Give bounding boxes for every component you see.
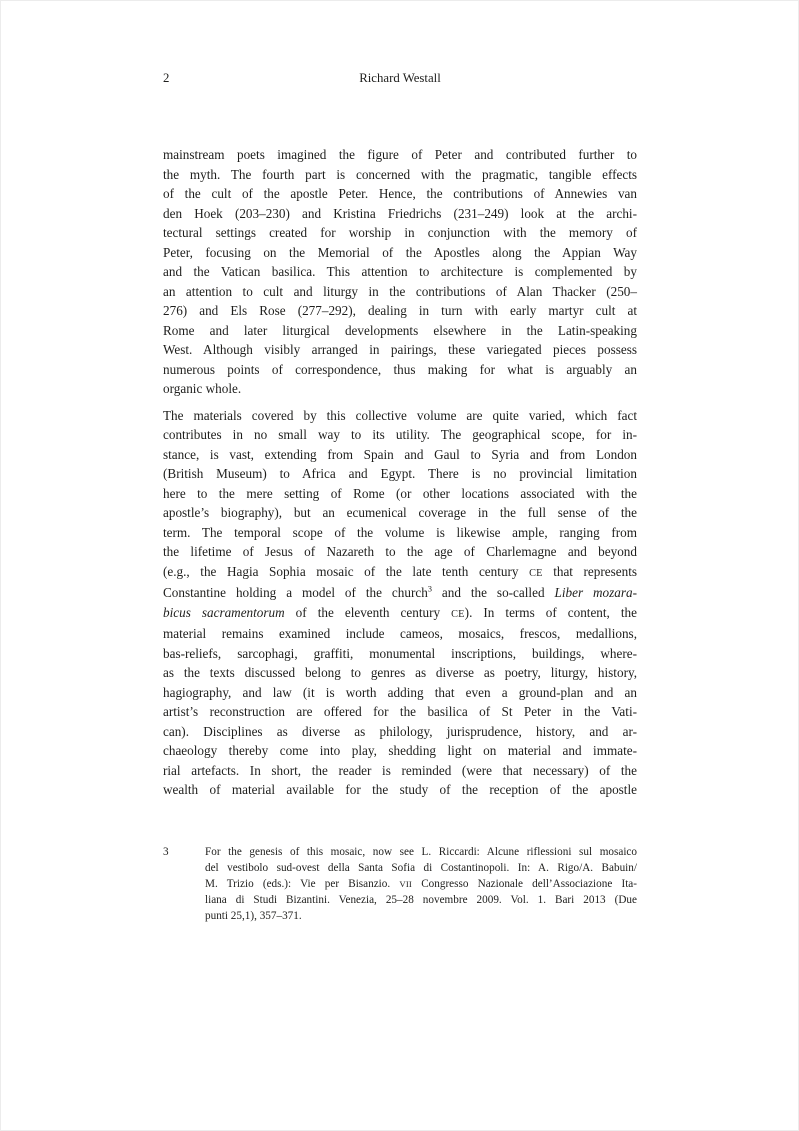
footnote-reference: 3 <box>427 584 432 594</box>
text-line <box>163 145 637 165</box>
text-segment: of the cult of the apostle Peter. Hence, the contributions of Annewies van <box>163 186 637 201</box>
text-segment: liana di Studi Bizantini. Venezia, 25–28 novembre 2009. Vol. 1. Bari 2013 (Due <box>205 894 637 907</box>
text-line <box>163 321 637 341</box>
text-segment: M. Trizio (eds.): Vie per Bisanzio. <box>205 877 400 890</box>
text-segment: and the so-called <box>431 585 555 600</box>
text-segment: wealth of material available for the study of the reception of the apostle <box>163 782 637 797</box>
text-segment: ). In terms of content, the <box>464 604 637 620</box>
text-segment: apostle’s biography), but an ecumenical coverage in the full sense of the <box>163 505 637 520</box>
text-line <box>163 406 637 426</box>
text-line <box>163 663 637 683</box>
text-line <box>163 562 637 584</box>
text-line <box>163 379 637 399</box>
text-segment: VII <box>399 878 413 889</box>
text-line <box>163 165 637 185</box>
text-line <box>163 445 637 465</box>
text-segment: punti 25,1), 357–371. <box>205 910 302 923</box>
text-segment: (e.g., the Hagia Sophia mosaic of the late tenth century <box>163 563 530 579</box>
text-segment: organic whole. <box>163 381 242 396</box>
text-segment: an attention to cult and liturgy in the contributions of Alan Thacker (250– <box>163 283 637 299</box>
text-segment: artist’s reconstruction are offered for the basilica of St Peter in the Vati- <box>163 704 637 719</box>
text-segment: hagiography, and law (it is worth adding that even a ground-plan and an <box>163 684 637 700</box>
text-line <box>163 523 637 543</box>
text-segment: bas-reliefs, sarcophagi, graffiti, monumental inscriptions, buildings, where- <box>163 645 637 661</box>
text-line <box>205 908 637 924</box>
text-line <box>163 223 637 243</box>
text-segment: 276) and Els Rose (277–292), dealing in turn with early martyr cult at <box>163 303 637 318</box>
text-segment: and the Vatican basilica. This attention to architecture is complemented by <box>163 264 637 279</box>
text-segment: rial artefacts. In short, the reader is reminded (were that necessary) of the <box>163 762 637 778</box>
text-line <box>163 722 637 742</box>
page-number: 2 <box>163 71 170 85</box>
text-segment: The materials covered by this collective volume are quite varied, which fact <box>163 407 637 423</box>
text-line <box>163 583 637 603</box>
text-line <box>163 425 637 445</box>
text-line <box>163 542 637 562</box>
text-line <box>163 702 637 722</box>
footnote <box>163 844 637 925</box>
text-line <box>163 644 637 664</box>
text-segment: mainstream poets imagined the figure of Peter and contributed further to <box>163 147 637 162</box>
footnote-number: 3 <box>163 845 169 858</box>
text-line <box>163 624 637 644</box>
paragraph <box>163 406 637 800</box>
text-segment: the lifetime of Jesus of Nazareth to the age of Charlemagne and beyond <box>163 544 637 559</box>
text-segment: chaeology thereby come into play, shedding light on material and immate- <box>163 743 637 758</box>
text-segment: (British Museum) to Africa and Egypt. There is no provincial limitation <box>163 466 637 481</box>
text-segment: Congresso Nazionale dell’Associazione Ita- <box>412 877 638 890</box>
text-segment: CE <box>529 567 543 579</box>
text-line <box>163 603 637 625</box>
text-segment: term. The temporal scope of the volume is likewise ample, ranging from <box>163 524 637 540</box>
text-line <box>205 876 637 892</box>
text-line <box>163 282 637 302</box>
text-segment: Peter, focusing on the Memorial of the Apostles along the Appian Way <box>163 244 637 260</box>
text-segment: del vestibolo sud-ovest della Santa Sofia di Costantinopoli. In: A. Rigo/A. Babuin/ <box>205 861 637 874</box>
text-segment: den Hoek (203–230) and Kristina Friedrichs (231–249) look at the archi- <box>163 205 637 221</box>
text-line <box>163 780 637 800</box>
footnote-text <box>205 844 637 925</box>
text-segment: as the texts discussed belong to genres as diverse as poetry, liturgy, history, <box>163 665 637 680</box>
text-segment: stance, is vast, extending from Spain and Gaul to Syria and from London <box>163 446 637 462</box>
text-segment: tectural settings created for worship in conjunction with the memory of <box>163 225 637 240</box>
text-segment: here to the mere setting of Rome (or other locations associated with the <box>163 485 637 501</box>
text-line <box>163 204 637 224</box>
text-segment: material remains examined include cameos, mosaics, frescos, medallions, <box>163 626 637 641</box>
text-segment: can). Disciplines as diverse as philology, jurisprudence, history, and ar- <box>163 723 637 739</box>
text-line <box>163 683 637 703</box>
text-line <box>205 844 637 860</box>
body-text <box>163 145 637 800</box>
text-line <box>163 484 637 504</box>
text-segment: CE <box>451 608 465 620</box>
text-line <box>205 860 637 876</box>
text-segment: Constantine holding a model of the church <box>163 585 428 600</box>
text-segment: the myth. The fourth part is concerned with the pragmatic, tangible effects <box>163 166 637 182</box>
paragraph <box>163 145 637 399</box>
text-segment: Liber mozara- <box>554 585 637 600</box>
text-line <box>163 262 637 282</box>
text-line <box>163 340 637 360</box>
text-segment: numerous points of correspondence, thus making for what is arguably an <box>163 361 637 377</box>
text-line <box>163 464 637 484</box>
text-segment: that represents <box>542 563 637 579</box>
text-segment: For the genesis of this mosaic, now see L. Riccardi: Alcune riflessioni sul mosaico <box>205 845 637 858</box>
text-line <box>163 184 637 204</box>
text-line <box>163 503 637 523</box>
text-segment: bicus sacramentorum <box>163 604 285 620</box>
text-segment: West. Although visibly arranged in pairings, these variegated pieces possess <box>163 342 637 357</box>
text-line <box>163 301 637 321</box>
text-segment: contributes in no small way to its utility. The geographical scope, for in- <box>163 427 637 442</box>
text-segment: Rome and later liturgical developments elsewhere in the Latin-speaking <box>163 322 637 338</box>
text-line <box>163 741 637 761</box>
text-segment: of the eleventh century <box>284 604 452 620</box>
page-header <box>163 71 637 86</box>
running-header: Richard Westall <box>359 71 441 85</box>
text-line <box>163 761 637 781</box>
text-line <box>163 243 637 263</box>
text-line <box>163 360 637 380</box>
text-line <box>205 892 637 908</box>
